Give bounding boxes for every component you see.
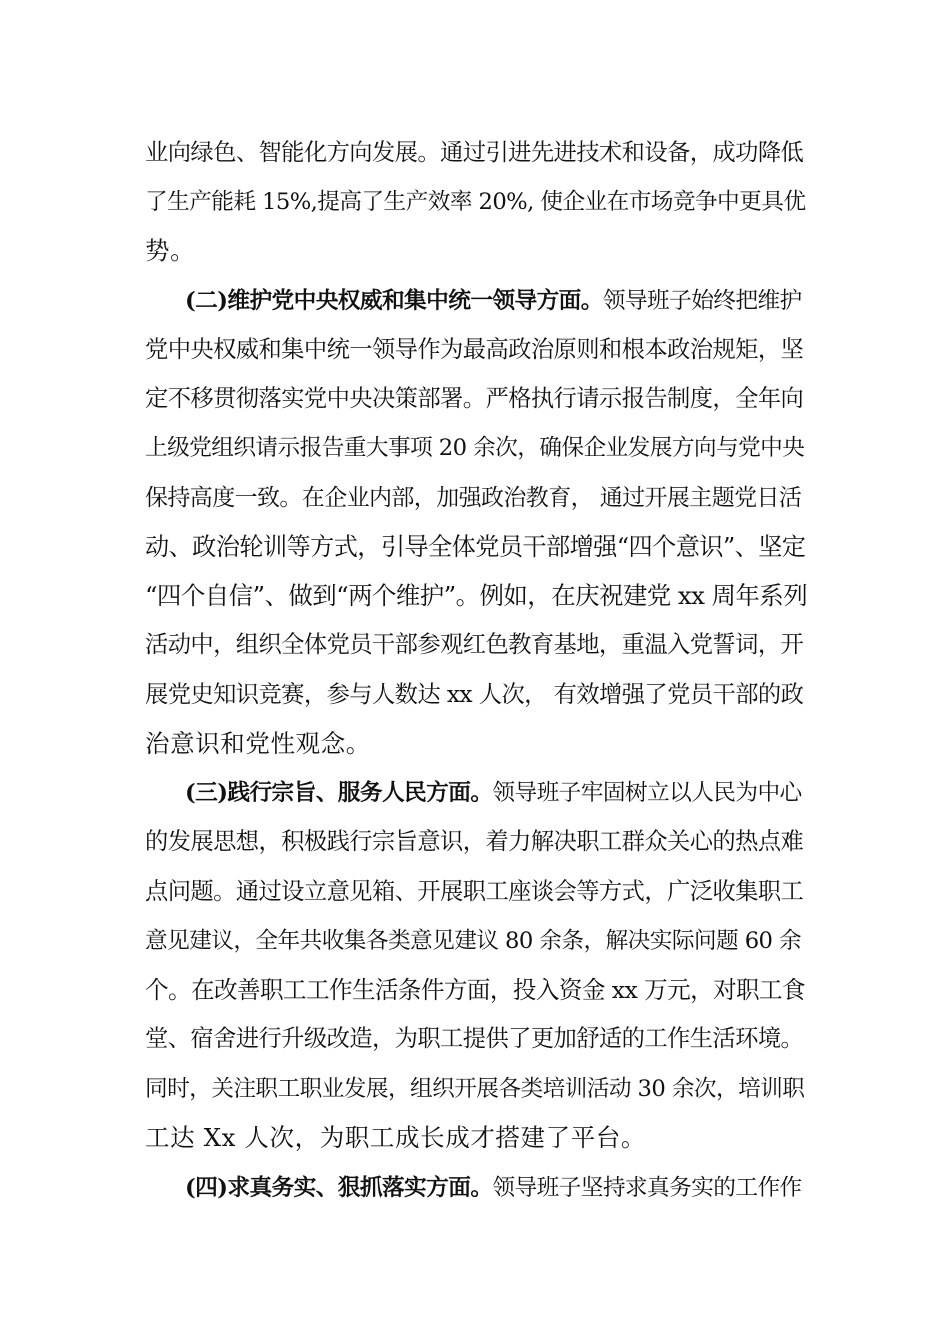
section-2-line: 定不移贯彻落实党中央决策部署。严格执行请示报告制度，全年向 [145, 385, 804, 412]
paragraph-intro-line-1: 业向绿色、智能化方向发展。通过引进先进技术和设备，成功降低 [145, 139, 804, 166]
section-3-line: 的发展思想，积极践行宗旨意识，着力解决职工群众关心的热点难 [145, 828, 804, 855]
section-3-line: 意见建议，全年共收集各类意见建议 80 余条，解决实际问题 60 余 [145, 928, 802, 954]
section-2-line: 活动中，组织全体党员干部参观红色教育基地，重温入党誓词，开 [145, 631, 804, 658]
section-4-first-line-text: 领导班子坚持求真务实的工作作 [492, 1175, 802, 1201]
section-4-first-line [185, 1173, 802, 1203]
section-3-line: 点问题。通过设立意见箱、开展职工座谈会等方式，广泛收集职工 [145, 878, 804, 905]
section-2-line: “四个自信”、做到“两个维护”。例如，在庆祝建党 xx 周年系列 [145, 581, 808, 610]
section-3-heading: (三)践行宗旨、服务人民方面。 [185, 780, 493, 806]
paragraph-intro-line-2: 了生产能耗 15%,提高了生产效率 20%, 使企业在市场竞争中更具优 [145, 189, 806, 215]
section-2-heading: (二)维护党中央权威和集中统一领导方面。 [185, 288, 603, 314]
section-2-line: 展党史知识竞赛，参与人数达 xx 人次， 有效增强了党员干部的政 [145, 681, 804, 708]
section-2-line: 动、政治轮训等方式，引导全体党员干部增强“四个意识”、坚定 [145, 533, 806, 561]
section-3-line: 同时，关注职工职业发展，组织开展各类培训活动 30 余次，培训职 [145, 1076, 805, 1102]
section-3-line: 堂、宿舍进行升级改造，为职工提供了更加舒适的工作生活环境。 [145, 1025, 804, 1052]
section-2-line: 保持高度一致。在企业内部，加强政治教育， 通过开展主题党日活 [145, 485, 802, 511]
section-2-line: 党中央权威和集中统一领导作为最高政治原则和根本政治规矩，坚 [145, 336, 804, 363]
section-3-first-line-text: 领导班子牢固树立以人民为中心 [492, 780, 802, 806]
section-2-line: 上级党组织请示报告重大事项 20 余次，确保企业发展方向与党中央 [145, 435, 805, 461]
section-2-line: 治意识和党性观念。 [145, 729, 371, 758]
section-2-first-line [185, 286, 802, 316]
section-3-first-line [185, 778, 802, 808]
section-4-heading: (四)求真务实、狠抓落实方面。 [185, 1175, 493, 1201]
section-3-line: 个。在改善职工工作生活条件方面，投入资金 xx 万元，对职工食 [145, 976, 806, 1004]
section-2-first-line-text: 领导班子始终把维护 [602, 288, 802, 314]
section-3-line: 工达 Xx 人次，为职工成长成才搭建了平台。 [145, 1123, 647, 1152]
paragraph-intro-line-3: 势。 [145, 236, 196, 265]
